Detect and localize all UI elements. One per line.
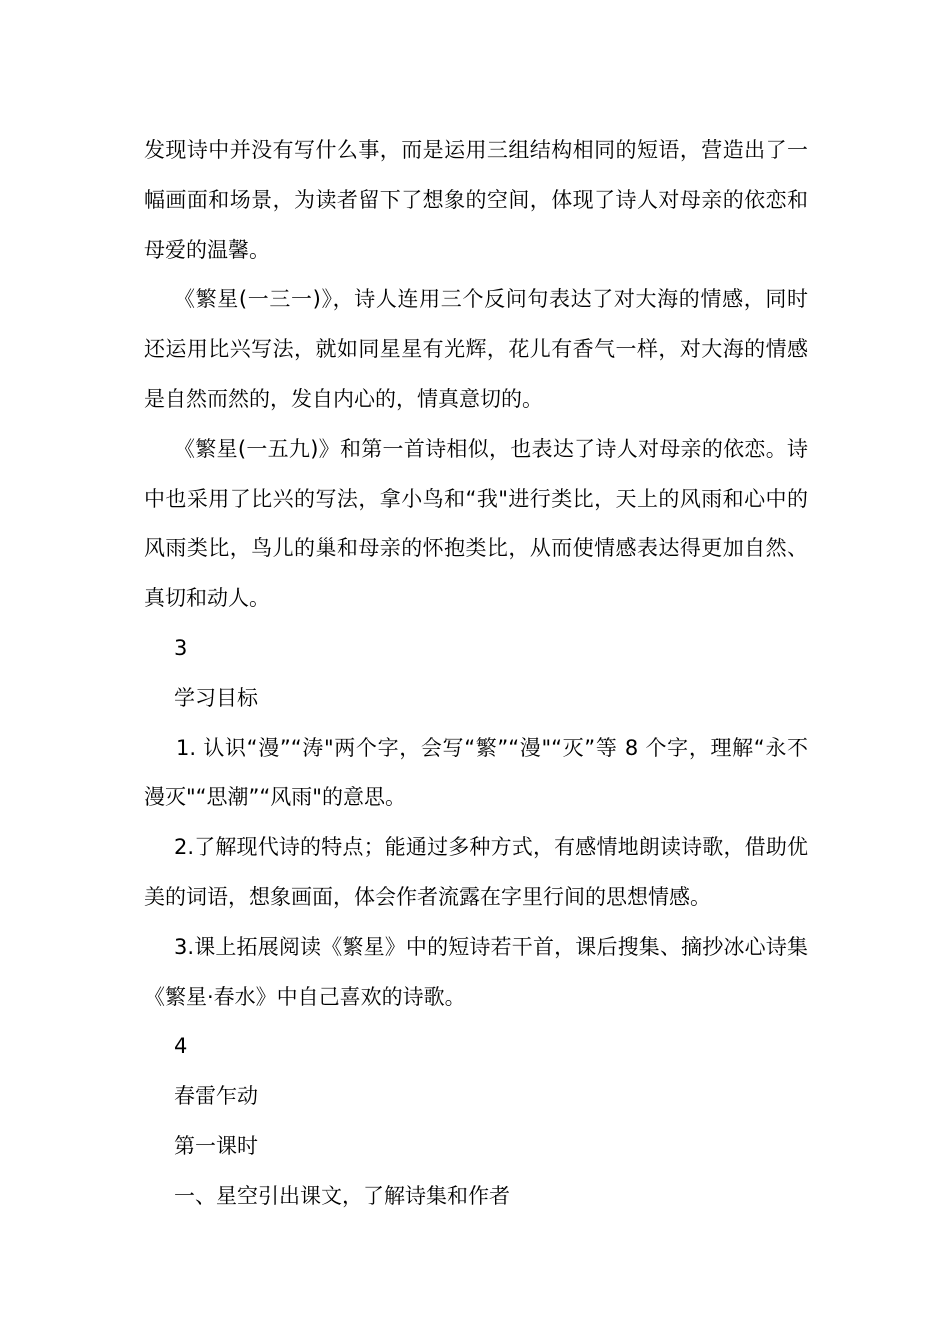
lesson-label: 第一课时 xyxy=(174,1133,258,1158)
document-body xyxy=(144,126,808,1222)
goal-item-3: 3.课上拓展阅读《繁星》中的短诗若干首，课后搜集、摘抄冰心诗集《繁星·春水》中自己喜欢的诗歌。 xyxy=(144,934,808,1009)
section-title: 春雷乍动 xyxy=(174,1084,258,1109)
learning-goals-heading: 学习目标 xyxy=(174,685,258,710)
section-number-3: 3 xyxy=(174,635,188,660)
step-heading: 一、星空引出课文，了解诗集和作者 xyxy=(174,1183,510,1208)
goal-item-1: 1. 认识“漫”“涛"两个字，会写“繁”“漫"“灭”等 8 个字，理解“永不漫灭"“思潮”“风雨"的意思。 xyxy=(144,735,808,810)
paragraph-continued-analysis: 发现诗中并没有写什么事，而是运用三组结构相同的短语，营造出了一幅画面和场景，为读者留下了想象的空间，体现了诗人对母亲的依恋和母爱的温馨。 xyxy=(144,138,808,262)
goal-item-2: 2.了解现代诗的特点；能通过多种方式，有感情地朗读诗歌，借助优美的词语，想象画面，体会作者流露在字里行间的思想情感。 xyxy=(144,835,808,909)
section-number-4: 4 xyxy=(174,1034,188,1059)
paragraph-fanxing-131: 《繁星(一三一)》，诗人连用三个反问句表达了对大海的情感，同时还运用比兴写法，就如同星星有光辉，花儿有香气一样，对大海的情感是自然而然的，发自内心的，情真意切的。 xyxy=(144,287,808,411)
paragraph-fanxing-159: 《繁星(一五九)》和第一首诗相似，也表达了诗人对母亲的依恋。诗中也采用了比兴的写法，拿小鸟和“我"进行类比，天上的风雨和心中的风雨类比，鸟儿的巢和母亲的怀抱类比，从而使情感表达得更加自然、真切和动人。 xyxy=(144,436,808,611)
